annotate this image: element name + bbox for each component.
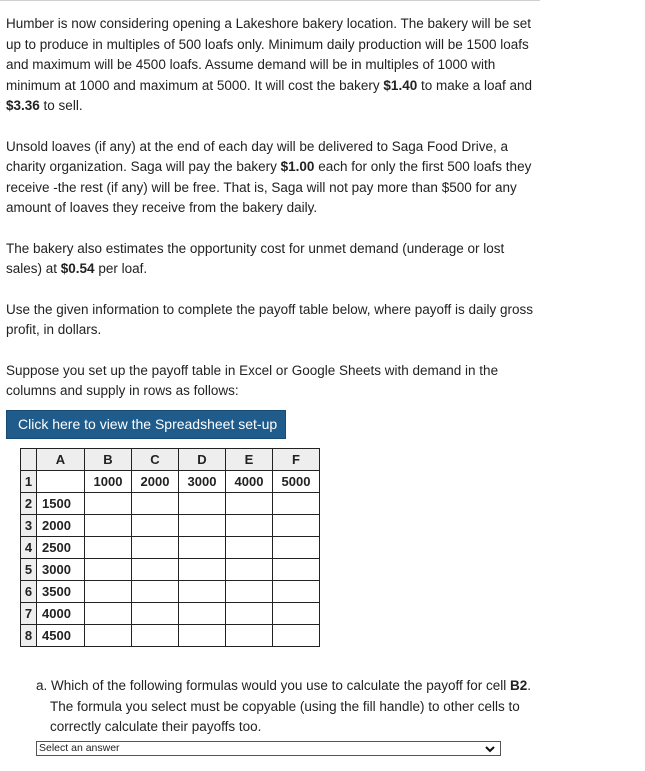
table-row	[21, 558, 320, 580]
column-header: F	[273, 448, 320, 470]
view-spreadsheet-button[interactable]: Click here to view the Spreadsheet set-up	[6, 410, 286, 439]
column-header: A	[37, 448, 85, 470]
column-header: D	[179, 448, 226, 470]
column-header: C	[132, 448, 179, 470]
row-number: 1	[21, 470, 37, 492]
cell	[179, 580, 226, 602]
cost-value: $1.40	[383, 77, 418, 93]
cell	[273, 492, 320, 514]
cell	[226, 624, 273, 646]
column-header: E	[226, 448, 273, 470]
supply-cell: 3500	[37, 580, 85, 602]
cell	[226, 580, 273, 602]
cell	[132, 558, 179, 580]
cell	[132, 580, 179, 602]
cell	[179, 492, 226, 514]
cell	[85, 558, 132, 580]
problem-text	[6, 14, 536, 647]
cell	[132, 602, 179, 624]
row-number: 8	[21, 624, 37, 646]
cell	[132, 536, 179, 558]
top-divider	[0, 0, 540, 1]
spreadsheet-table	[20, 448, 320, 647]
demand-cell: 1000	[85, 470, 132, 492]
supply-cell: 4500	[37, 624, 85, 646]
cell	[179, 602, 226, 624]
answer-select[interactable]	[36, 741, 501, 756]
table-row	[21, 470, 320, 492]
paragraph-setup: Humber is now considering opening a Lakeshore bakery location. The bakery will be set up to produce in multiples of 500 loafs only. Minimum daily production will be 1500 loafs and maximum will be 4500 loafs. Assume demand will be in multiples of 1000 with minimum at 1000 and maximum at 5000. It will cost the bakery $1.40 to make a loaf and $3.36 to sell.	[6, 16, 533, 113]
demand-cell: 2000	[132, 470, 179, 492]
cell	[273, 602, 320, 624]
supply-cell: 3000	[37, 558, 85, 580]
cell	[273, 536, 320, 558]
cell	[85, 536, 132, 558]
column-header-row	[21, 448, 320, 470]
demand-cell: 4000	[226, 470, 273, 492]
cell	[226, 558, 273, 580]
cell	[37, 470, 85, 492]
row-number: 2	[21, 492, 37, 514]
cell	[273, 580, 320, 602]
supply-cell: 4000	[37, 602, 85, 624]
row-number: 3	[21, 514, 37, 536]
question-instructions: The formula you select must be copyable (using the fill handle) to other cells to correctly calculate their payoffs too.	[50, 698, 520, 734]
cell	[85, 624, 132, 646]
cell	[273, 624, 320, 646]
row-number: 4	[21, 536, 37, 558]
cell	[226, 492, 273, 514]
cell	[226, 514, 273, 536]
cell	[132, 514, 179, 536]
answer-select-placeholder: Select an answer	[39, 742, 120, 754]
cell	[179, 558, 226, 580]
row-number: 5	[21, 558, 37, 580]
paragraph-opportunity-cost: The bakery also estimates the opportunity cost for unmet demand (underage or lost sales) at $0.54 per loaf.	[6, 240, 505, 276]
cell	[226, 536, 273, 558]
row-number: 6	[21, 580, 37, 602]
cell	[179, 514, 226, 536]
question-a	[36, 676, 536, 738]
chevron-down-icon	[484, 743, 496, 755]
cell-reference: B2	[510, 678, 528, 693]
column-header: B	[85, 448, 132, 470]
price-value: $3.36	[6, 98, 40, 113]
cell	[85, 514, 132, 536]
cell	[132, 624, 179, 646]
table-row	[21, 492, 320, 514]
table-row	[21, 580, 320, 602]
cell	[85, 580, 132, 602]
supply-cell: 2000	[37, 514, 85, 536]
row-number: 7	[21, 602, 37, 624]
cell	[179, 624, 226, 646]
cell	[226, 602, 273, 624]
cell	[273, 558, 320, 580]
opportunity-cost-value: $0.54	[60, 261, 95, 276]
cell	[179, 536, 226, 558]
table-row	[21, 624, 320, 646]
paragraph-sheet-setup: Suppose you set up the payoff table in Excel or Google Sheets with demand in the columns and supply in rows as follows:	[6, 362, 499, 398]
cell	[85, 602, 132, 624]
paragraph-instructions: Use the given information to complete the payoff table below, where payoff is daily gross profit, in dollars.	[6, 301, 534, 337]
paragraph-saga: Unsold loaves (if any) at the end of each day will be delivered to Saga Food Drive, a charity organization. Saga will pay the bakery $1.00 each for only the first 500 loafs they receive -the rest (if any) will be free. That is, Saga will not pay more than $500 for any amount of loaves they receive from the bakery daily.	[6, 138, 532, 215]
demand-cell: 3000	[179, 470, 226, 492]
saga-pay-value: $1.00	[280, 159, 315, 174]
supply-cell: 1500	[37, 492, 85, 514]
corner-cell	[21, 448, 37, 470]
cell	[85, 492, 132, 514]
cell	[273, 514, 320, 536]
demand-cell: 5000	[273, 470, 320, 492]
table-row	[21, 536, 320, 558]
question-line: a. Which of the following formulas would you use to calculate the payoff for cell B2.	[36, 678, 532, 693]
supply-cell: 2500	[37, 536, 85, 558]
cell	[132, 492, 179, 514]
table-row	[21, 514, 320, 536]
table-row	[21, 602, 320, 624]
